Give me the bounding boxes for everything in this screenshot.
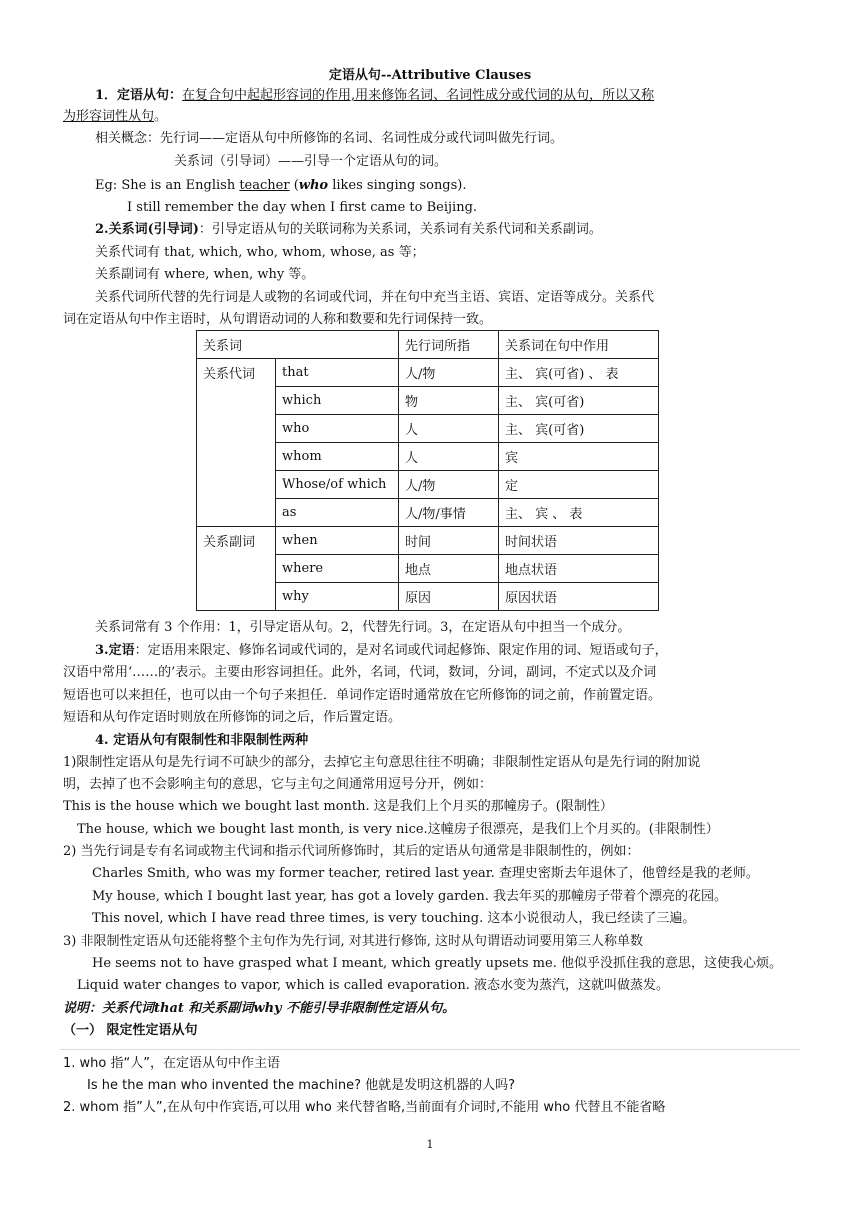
example-1-post: likes singing songs).	[328, 178, 467, 193]
header-antecedent: 先行词所指	[399, 331, 499, 359]
section-1-label: 1．定语从句：	[95, 88, 183, 103]
example-1	[95, 176, 467, 196]
example-1-relative: who	[298, 178, 329, 193]
header-function: 关系词在句中作用	[499, 331, 659, 359]
who-example: Is he the man who invented the machine? 他就是发明这机器的人吗?	[87, 1078, 516, 1093]
group-relative-pronoun: 关系代词	[197, 359, 276, 527]
header-relative-word: 关系词	[197, 331, 399, 359]
section-3-label: 3.定语	[95, 643, 135, 658]
section-4-heading: 4. 定语从句有限制性和非限制性两种	[95, 733, 309, 748]
table-cell-antecedent: 人/物	[399, 359, 499, 387]
table-cell-word: which	[276, 387, 399, 415]
section-2-paragraph-1: 关系代词所代替的先行词是人或物的名词或代词，并在句中充当主语、宾语、定语等成分。关系代	[95, 290, 655, 305]
table-cell-word: who	[276, 415, 399, 443]
table-cell-antecedent: 人	[399, 443, 499, 471]
section-3-line-3: 短语也可以来担任，也可以由一个句子来担任．单词作定语时通常放在它所修饰的词之前，作前置定语。	[63, 688, 662, 703]
table-cell-function: 主、 宾 、 表	[499, 499, 659, 527]
section-3-line-4: 短语和从句作定语时则放在所修饰的词之后，作后置定语。	[63, 710, 402, 725]
nonrestrictive-example: The house, which we bought last month, is very nice.这幢房子很漂亮，是我们上个月买的。(非限制性）	[77, 822, 719, 837]
example-1-pre: Eg: She is an English	[95, 178, 240, 193]
table-cell-word: Whose/of which	[276, 471, 399, 499]
note-line: 说明：关系代词that 和关系副词why 不能引导非限制性定语从句。	[63, 1001, 456, 1016]
table-cell-function: 原因状语	[499, 583, 659, 611]
table-cell-word: whom	[276, 443, 399, 471]
section-1-line	[95, 86, 654, 106]
table-cell-word: when	[276, 527, 399, 555]
section-4-para-1a: 1)限制性定语从句是先行词不可缺少的部分，去掉它主句意思往往不明确；非限制性定语从句是先行词的附加说	[63, 755, 701, 770]
section-3-text: ：定语用来限定、修饰名词或代词的，是对名词或代词起修饰、限定作用的词、短语或句子，	[134, 643, 668, 658]
example-2: I still remember the day when I first came to Beijing.	[127, 200, 478, 215]
section-2-text: ：引导定语从句的关联词称为关系词，关系词有关系代词和关系副词。	[198, 222, 602, 237]
section-4-para-3: 3) 非限制性定语从句还能将整个主句作为先行词, 对其进行修饰, 这时从句谓语动词要用第三人称单数	[63, 934, 644, 949]
relative-adverbs-line: 关系副词有 where, when, why 等。	[95, 267, 315, 282]
concept-relative-word: 关系词（引导词）——引导一个定语从句的词。	[174, 154, 448, 169]
section-4-para-2: 2) 当先行词是专有名词或物主代词和指示代词所修饰时，其后的定语从句通常是非限制性的，例如：	[63, 844, 640, 859]
example-1-antecedent: teacher	[239, 178, 290, 193]
table-row	[197, 527, 659, 555]
table-cell-function: 主、 宾(可省) 、 表	[499, 359, 659, 387]
table-cell-antecedent: 物	[399, 387, 499, 415]
group-relative-adverb: 关系副词	[197, 527, 276, 611]
table-cell-antecedent: 人/物/事情	[399, 499, 499, 527]
page-number: 1	[426, 1138, 434, 1151]
definition-text: 在复合句中起起形容词的作用,用来修饰名词、名词性成分或代词的从句，所以又称	[182, 88, 655, 103]
relative-pronouns-line: 关系代词有 that, which, who, whom, whose, as 等；	[95, 245, 425, 260]
example-charles-smith: Charles Smith, who was my former teacher, retired last year. 查理史密斯去年退休了，他曾经是我的老师。	[92, 866, 759, 881]
example-1-mid: (	[289, 178, 299, 193]
subsection-heading: （一） 限定性定语从句	[63, 1023, 198, 1038]
definition-text-2: 为形容词性从句	[63, 109, 155, 124]
who-rule: 1. who 指“人”，在定语从句中作主语	[63, 1056, 280, 1071]
section-3-line	[95, 641, 668, 661]
table-cell-function: 主、 宾(可省)	[499, 415, 659, 443]
table-cell-word: as	[276, 499, 399, 527]
whom-rule: 2. whom 指”人”,在从句中作宾语,可以用 who 来代替省略,当前面有介词时,不能用 who 代替且不能省略	[63, 1100, 666, 1115]
table-cell-antecedent: 人/物	[399, 471, 499, 499]
definition-continued	[63, 107, 167, 127]
section-2-line	[95, 220, 602, 240]
restrictive-example: This is the house which we bought last month. 这是我们上个月买的那幢房子。(限制性）	[63, 799, 613, 814]
table-cell-antecedent: 原因	[399, 583, 499, 611]
table-cell-word: why	[276, 583, 399, 611]
relative-word-table	[196, 330, 659, 611]
table-cell-antecedent: 地点	[399, 555, 499, 583]
table-cell-function: 宾	[499, 443, 659, 471]
table-cell-word: where	[276, 555, 399, 583]
table-cell-antecedent: 时间	[399, 527, 499, 555]
page-title: 定语从句--Attributive Clauses	[328, 68, 532, 83]
table-header-row	[197, 331, 659, 359]
section-3-line-2: 汉语中常用‘……的’表示。主要由形容词担任。此外，名词，代词，数词，分词，副词，不定式以及介词	[63, 665, 657, 680]
concept-antecedent: 相关概念：先行词——定语从句中所修饰的名词、名词性成分或代词叫做先行词。	[95, 131, 564, 146]
example-grasped: He seems not to have grasped what I meant, which greatly upsets me. 他似乎没抓住我的意思，这使我心烦。	[92, 956, 782, 971]
table-cell-word: that	[276, 359, 399, 387]
definition-end: 。	[154, 109, 168, 124]
example-novel: This novel, which I have read three times, is very touching. 这本小说很动人，我已经读了三遍。	[92, 911, 696, 926]
section-divider	[60, 1049, 800, 1050]
table-cell-function: 时间状语	[499, 527, 659, 555]
example-liquid-water: Liquid water changes to vapor, which is called evaporation. 液态水变为蒸汽，这就叫做蒸发。	[77, 978, 669, 993]
example-my-house: My house, which I bought last year, has got a lovely garden. 我去年买的那幢房子带着个漂亮的花园。	[92, 889, 727, 904]
table-cell-function: 地点状语	[499, 555, 659, 583]
section-4-para-1b: 明，去掉了也不会影响主句的意思，它与主句之间通常用逗号分开，例如：	[63, 777, 493, 792]
section-2-paragraph-2: 词在定语从句中作主语时，从句谓语动词的人称和数要和先行词保持一致。	[63, 312, 493, 327]
table-row	[197, 359, 659, 387]
table-cell-antecedent: 人	[399, 415, 499, 443]
section-2-label: 2.关系词(引导词)	[95, 222, 199, 237]
relative-word-functions: 关系词常有 3 个作用：1，引导定语从句。2，代替先行词。3，在定语从句中担当一个成分。	[95, 620, 631, 635]
table-cell-function: 主、 宾(可省)	[499, 387, 659, 415]
table-cell-function: 定	[499, 471, 659, 499]
